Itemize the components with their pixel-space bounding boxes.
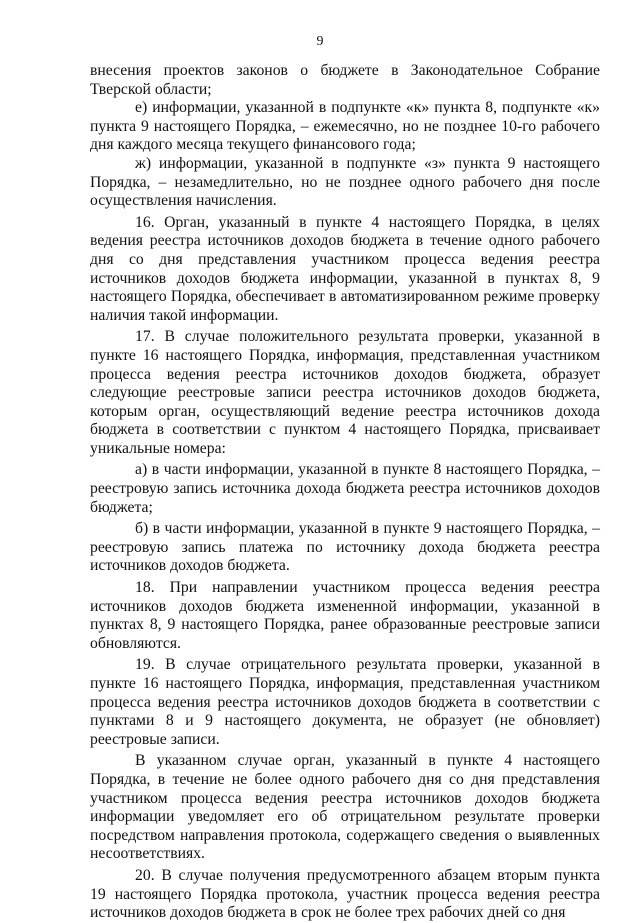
paragraph-subitem-b: б) в части информации, указанной в пункте 9 настоящего Порядка, – реестровую запись платежа по источнику дохода бюджета реестра источников доходов бюджета. (90, 520, 600, 575)
paragraph-subitem-zh: ж) информации, указанной в подпункте «з» пункта 9 настоящего Порядка, – незамедлительно, но не позднее одного рабочего дня после осуществления начисления. (90, 154, 600, 210)
page-number: 9 (316, 34, 324, 49)
paragraph-subitem-e: е) информации, указанной в подпункте «к» пункта 8, подпункте «к» пункта 9 настоящего Порядка, – ежемесячно, но не позднее 10-го рабочего дня каждого месяца текущего финансового года; (90, 99, 600, 154)
paragraph-item-19-part-2: В указанном случае орган, указанный в пункте 4 настоящего Порядка, в течение не более одного рабочего дня со дня представления участником процесса ведения реестра источников доходов бюджета информации уведомляет его об отрицательном результате проверки посредством направления протокола, содержащего сведения о выявленных несоответствиях. (90, 752, 600, 863)
paragraph-item-16: 16. Орган, указанный в пункте 4 настоящего Порядка, в целях ведения реестра источников доходов бюджета в течение одного рабочего дня со дня представления участником процесса ведения реестра источников доходов бюджета информации, указанной в пунктах 8, 9 настоящего Порядка, обеспечивает в автоматизированном режиме проверку наличия такой информации. (90, 213, 600, 324)
paragraph-item-18: 18. При направлении участником процесса ведения реестра источников доходов бюджета измененной информации, указанной в пунктах 8, 9 настоящего Порядка, ранее образованные реестровые записи обновляются. (90, 579, 600, 652)
paragraph-item-19: 19. В случае отрицательного результата проверки, указанной в пункте 16 настоящего Порядка, информация, представленная участником процесса ведения реестра источников доходов бюджета в соответствии с пунктами 8 и 9 настоящего документа, не образует (не обновляет) реестровые записи. (90, 656, 600, 748)
document-body (90, 62, 600, 923)
paragraph-item-17: 17. В случае положительного результата проверки, указанной в пункте 16 настоящего Порядка, информация, представленная участником процесса ведения реестра источников доходов бюджета, образует следующие реестровые записи реестра источников доходов бюджета, которым орган, осуществляющий ведение реестра источников дохода бюджета в соответствии с пунктом 4 настоящего Порядка, присваивает уникальные номера: (90, 328, 600, 457)
paragraph-subitem-a: а) в части информации, указанной в пункте 8 настоящего Порядка, – реестровую запись источника дохода бюджета реестра источников доходов бюджета; (90, 461, 600, 516)
paragraph-item-20: 20. В случае получения предусмотренного абзацем вторым пункта 19 настоящего Порядка протокола, участник процесса ведения реестра источников доходов бюджета в срок не более трех рабочих дней со дня (90, 866, 600, 922)
paragraph-continuation: внесения проектов законов о бюджете в Законодательное Собрание Тверской области; (90, 62, 600, 98)
